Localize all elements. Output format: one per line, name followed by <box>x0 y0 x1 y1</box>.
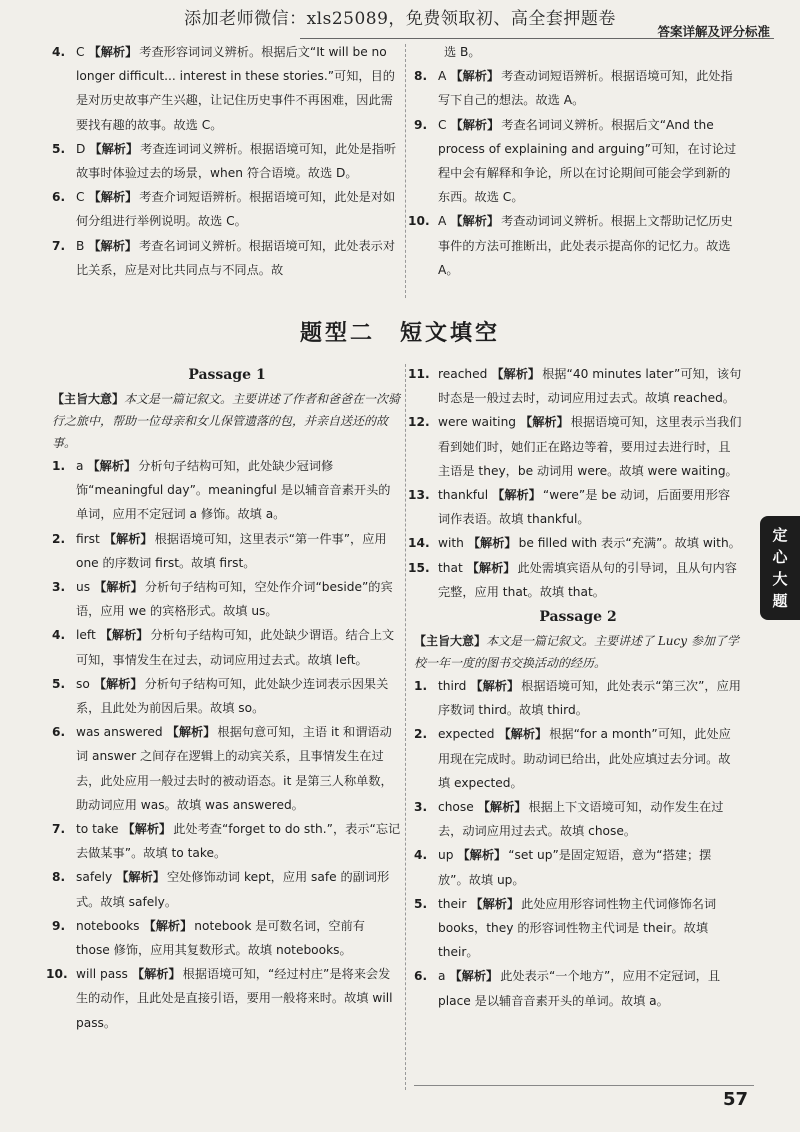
item-answer: a <box>76 459 84 473</box>
item-answer: safely <box>76 870 113 885</box>
item-number: 13. <box>408 488 430 503</box>
passage2-title: Passage 2 <box>539 609 617 626</box>
answer-item <box>414 964 742 1012</box>
side-tab-char: 大 <box>772 570 788 588</box>
item-answer: C <box>438 117 447 132</box>
item-explanation: 根据语境可知，这里表示“第一件事”，应用 one 的序数词 first。故填 first。 <box>76 531 387 570</box>
analysis-tag: 【解析】 <box>491 367 541 381</box>
item-answer: D <box>76 141 86 156</box>
header-rule <box>300 38 774 39</box>
analysis-tag: 【解析】 <box>457 848 507 863</box>
analysis-tag: 【解析】 <box>520 415 569 430</box>
item-explanation: 此处考查“forget to do sth.”，表示“忘记去做某事”。故填 to take。 <box>76 822 401 861</box>
item-number: 10. <box>46 967 68 982</box>
item-explanation: 根据上下文语境可知，动作发生在过去，动词应用过去式。故填 chose。 <box>438 800 724 839</box>
answer-item <box>46 962 402 1035</box>
top-right-column <box>408 40 742 282</box>
item-explanation: 此处需填宾语从句的引导词，且从句内容完整，应用 that。故填 that。 <box>438 560 737 599</box>
item-number: 6. <box>52 190 66 205</box>
side-tab-char: 定 <box>772 526 788 544</box>
side-tab-char: 心 <box>772 548 788 566</box>
item-number: 5. <box>52 676 66 691</box>
answer-item <box>408 209 742 282</box>
item-explanation: 考查形容词词义辨析。根据后文“It will be no longer difficult... interest in these stories.”可知，目的是对历史故事产生兴趣，让记住历史事件不再困难，因此需要找有趣的故事。故选 C。 <box>76 45 395 132</box>
item-answer: was answered <box>76 725 163 740</box>
item-number: 9. <box>52 918 66 933</box>
item-answer: their <box>438 896 467 911</box>
header-title: 答案详解及评分标准 <box>657 24 770 39</box>
item-number: 11. <box>408 367 430 381</box>
item-explanation: notebook 是可数名词，空前有 those 修饰，应用其复数形式。故填 notebooks。 <box>76 918 365 958</box>
item-number: 1. <box>52 459 66 473</box>
item-answer: A <box>438 214 447 229</box>
summary-text: 本文是一篇记叙文。主要讲述了作者和爸爸在一次骑行之旅中，帮助一位母亲和女儿保管遗落的包，并亲自送还的故事。 <box>52 392 401 450</box>
answer-item <box>414 64 742 112</box>
item-number: 8. <box>414 69 428 84</box>
analysis-tag: 【解析】 <box>449 969 499 984</box>
bottom-rule <box>414 1085 754 1086</box>
item-number: 14. <box>408 536 430 551</box>
item-answer: expected <box>438 727 495 742</box>
item-number: 10. <box>408 214 430 229</box>
item-answer: C <box>76 45 85 59</box>
passage1-title: Passage 1 <box>188 367 266 383</box>
analysis-tag: 【解析】 <box>166 725 216 740</box>
item-answer: so <box>76 676 90 691</box>
item-answer: with <box>438 536 464 551</box>
item-explanation: “were”是 be 动词，后面要用形容词作表语。故填 thankful。 <box>438 488 731 527</box>
item-answer: B <box>76 238 85 253</box>
item-answer: third <box>438 679 467 694</box>
analysis-tag: 【解析】 <box>498 727 548 742</box>
answer-item <box>408 531 742 555</box>
summary-tag: 【主旨大意】 <box>414 634 487 649</box>
item-number: 8. <box>52 870 66 885</box>
summary-tag: 【主旨大意】 <box>52 392 125 406</box>
item-explanation: 根据句意可知，主语 it 和谓语动词 answer 之间存在逻辑上的动宾关系，且事情发生在过去，此处应用一般过去时的被动语态。it 是第三人称单数，助动词应用 was。故填 was answered。 <box>76 725 393 812</box>
item-number: 2. <box>414 727 428 742</box>
analysis-tag: 【解析】 <box>89 141 139 156</box>
item-explanation: 考查动词词义辨析。根据上文帮助记忆历史事件的方法可推断出，此处表示提高你的记忆力。故选 A。 <box>438 214 733 277</box>
item-answer: thankful <box>438 488 489 503</box>
analysis-tag: 【解析】 <box>492 488 541 503</box>
item-answer: C <box>76 190 85 205</box>
item-explanation: 考查名词词义辨析。根据后文“And the process of explaining and arguing”可知，在讨论过程中会有解释和争论，所以在讨论期间可能会学到新的东西。故选 C。 <box>438 117 737 205</box>
item-explanation: 考查名词词义辨析。根据语境可知，此处表示对比关系，应是对比共同点与不同点。故 <box>76 238 396 277</box>
answer-item <box>52 454 402 527</box>
analysis-tag: 【解析】 <box>122 822 172 837</box>
analysis-tag: 【解析】 <box>450 214 500 229</box>
item-explanation: 根据“40 minutes later”可知，该句时态是一般过去时，动词应用过去式。故填 reached。 <box>438 367 742 406</box>
analysis-tag: 【解析】 <box>470 679 520 694</box>
item-explanation: 分析句子结构可知，此处缺少谓语。结合上文可知，事情发生在过去，动词应用过去式。故填 left。 <box>76 628 395 667</box>
answer-item <box>52 527 402 575</box>
item-number: 9. <box>414 117 428 132</box>
analysis-tag: 【解析】 <box>450 69 500 84</box>
item-number: 2. <box>52 531 66 546</box>
answer-item <box>408 556 742 604</box>
item-answer: notebooks <box>76 918 140 933</box>
answer-item <box>52 234 402 282</box>
page-number: 57 <box>722 1089 748 1110</box>
answer-item <box>414 674 742 722</box>
item-explanation: 分析句子结构可知，此处缺少冠词修饰“meaningful day”。meaningful 是以辅音音素开头的单词，应用不定冠词 a 修饰。故填 a。 <box>76 459 391 522</box>
item-explanation: 根据语境可知，“经过村庄”是将来会发生的动作，且此处是直接引语，要用一般将来时。故填 will pass。 <box>76 967 393 1030</box>
item-answer: first <box>76 531 100 546</box>
item-number: 3. <box>52 580 66 595</box>
item-explanation: 此处表示“一个地方”，应用不定冠词，且 place 是以辅音音素开头的单词。故填 a。 <box>438 969 721 1008</box>
item-answer: reached <box>438 367 488 381</box>
item-explanation: 考查介词短语辨析。根据语境可知，此处是对如何分组进行举例说明。故选 C。 <box>76 190 396 229</box>
answer-item <box>52 137 402 185</box>
answer-item <box>414 113 742 210</box>
item-number: 4. <box>414 848 428 863</box>
item-answer: to take <box>76 822 119 837</box>
analysis-tag: 【解析】 <box>131 967 181 982</box>
side-tab <box>760 516 800 620</box>
analysis-tag: 【解析】 <box>466 560 516 575</box>
analysis-tag: 【解析】 <box>470 896 520 911</box>
passage1-right-column <box>408 362 742 1013</box>
analysis-tag: 【解析】 <box>88 45 138 59</box>
item-answer: A <box>438 69 447 84</box>
item-number: 7. <box>52 822 66 837</box>
item-explanation: “set up”是固定短语，意为“搭建；摆放”。故填 up。 <box>438 848 712 887</box>
summary-text: 本文是一篇记叙文。主要讲述了 Lucy 参加了学校一年一度的图书交换活动的经历。 <box>414 634 739 671</box>
analysis-tag: 【解析】 <box>94 580 143 595</box>
analysis-tag: 【解析】 <box>93 676 143 691</box>
item-explanation: be filled with 表示“充满”。故填 with。 <box>518 536 741 551</box>
watermark: 添加老师微信：xls25089，免费领取初、高全套押题卷 <box>184 9 616 29</box>
item-explanation: 此处应用形容词性物主代词修饰名词 books，they 的形容词性物主代词是 their。故填 their。 <box>438 896 717 960</box>
item-number: 6. <box>414 969 428 984</box>
item-explanation: 根据语境可知，此处表示“第三次”，应用序数词 third。故填 third。 <box>438 679 741 718</box>
answer-item <box>414 722 742 795</box>
analysis-tag: 【解析】 <box>88 238 138 253</box>
column-divider-top <box>405 44 406 298</box>
answer-item <box>408 410 742 483</box>
answer-item <box>52 720 402 817</box>
passage1-left-column <box>46 362 402 1035</box>
answer-item <box>414 843 742 891</box>
item-answer: up <box>438 848 454 863</box>
item-number: 4. <box>52 628 66 643</box>
answer-item <box>408 483 742 531</box>
item-number: 3. <box>414 800 428 815</box>
item-answer: will pass <box>76 967 128 982</box>
answer-item <box>414 795 742 843</box>
item-explanation: 根据语境可知，这里表示当我们看到她们时，她们正在路边等着，要用过去进行时，且主语是 they，be 动词用 were。故填 were waiting。 <box>438 415 742 478</box>
item-answer: left <box>76 628 96 643</box>
item-number: 15. <box>408 560 430 575</box>
answer-item <box>52 817 402 865</box>
item-number: 5. <box>52 141 66 156</box>
column-divider-bottom <box>405 364 406 1090</box>
item-explanation: 根据“for a month”可知，此处应用现在完成时。助动词已给出，此处应填过去分词。故填 expected。 <box>438 727 731 790</box>
analysis-tag: 【解析】 <box>99 628 149 643</box>
answer-item <box>414 40 742 64</box>
item-answer: were waiting <box>438 415 517 430</box>
item-explanation: 分析句子结构可知，此处缺少连词表示因果关系，且此处为前因后果。故填 so。 <box>76 676 389 716</box>
answer-item <box>52 575 402 623</box>
answer-item <box>52 914 402 962</box>
item-explanation: 考查连词词义辨析。根据语境可知，此处是指听故事时体验过去的场景，when 符合语境。故选 D。 <box>76 141 397 181</box>
analysis-tag: 【解析】 <box>88 190 138 205</box>
analysis-tag: 【解析】 <box>477 800 527 815</box>
item-number: 12. <box>408 415 430 430</box>
side-tab-char: 题 <box>772 592 788 610</box>
item-explanation: 考查动词短语辨析。根据语境可知，此处指写下自己的想法。故选 A。 <box>438 69 733 108</box>
item-explanation: 空处修饰动词 kept，应用 safe 的副词形式。故填 safely。 <box>76 870 390 909</box>
analysis-tag: 【解析】 <box>103 531 153 546</box>
item-number: 7. <box>52 238 66 253</box>
answer-item <box>52 672 402 720</box>
item-number: 1. <box>414 679 428 694</box>
analysis-tag: 【解析】 <box>116 870 165 885</box>
item-answer: a <box>438 969 446 984</box>
passage2-summary <box>414 630 742 674</box>
item-number: 6. <box>52 725 66 740</box>
answer-item <box>52 185 402 233</box>
answer-item <box>414 892 742 965</box>
analysis-tag: 【解析】 <box>143 918 193 933</box>
item-number: 5. <box>414 896 428 911</box>
analysis-tag: 【解析】 <box>467 536 517 551</box>
answer-item <box>52 40 402 137</box>
analysis-tag: 【解析】 <box>450 117 500 132</box>
section-title: 题型二 短文填空 <box>299 321 500 346</box>
answer-item <box>52 623 402 671</box>
item-answer: chose <box>438 800 474 815</box>
answer-item <box>52 865 402 913</box>
item-answer: that <box>438 560 463 575</box>
item-explanation: 分析句子结构可知，空处作介词“beside”的宾语，应用 we 的宾格形式。故填 us。 <box>76 580 393 619</box>
analysis-tag: 【解析】 <box>87 459 137 473</box>
item-answer: us <box>76 580 91 595</box>
top-left-column <box>52 40 402 282</box>
item-number: 4. <box>52 45 66 59</box>
answer-item <box>408 362 742 410</box>
passage1-summary <box>52 388 402 454</box>
item-explanation: 选 B。 <box>444 45 481 59</box>
